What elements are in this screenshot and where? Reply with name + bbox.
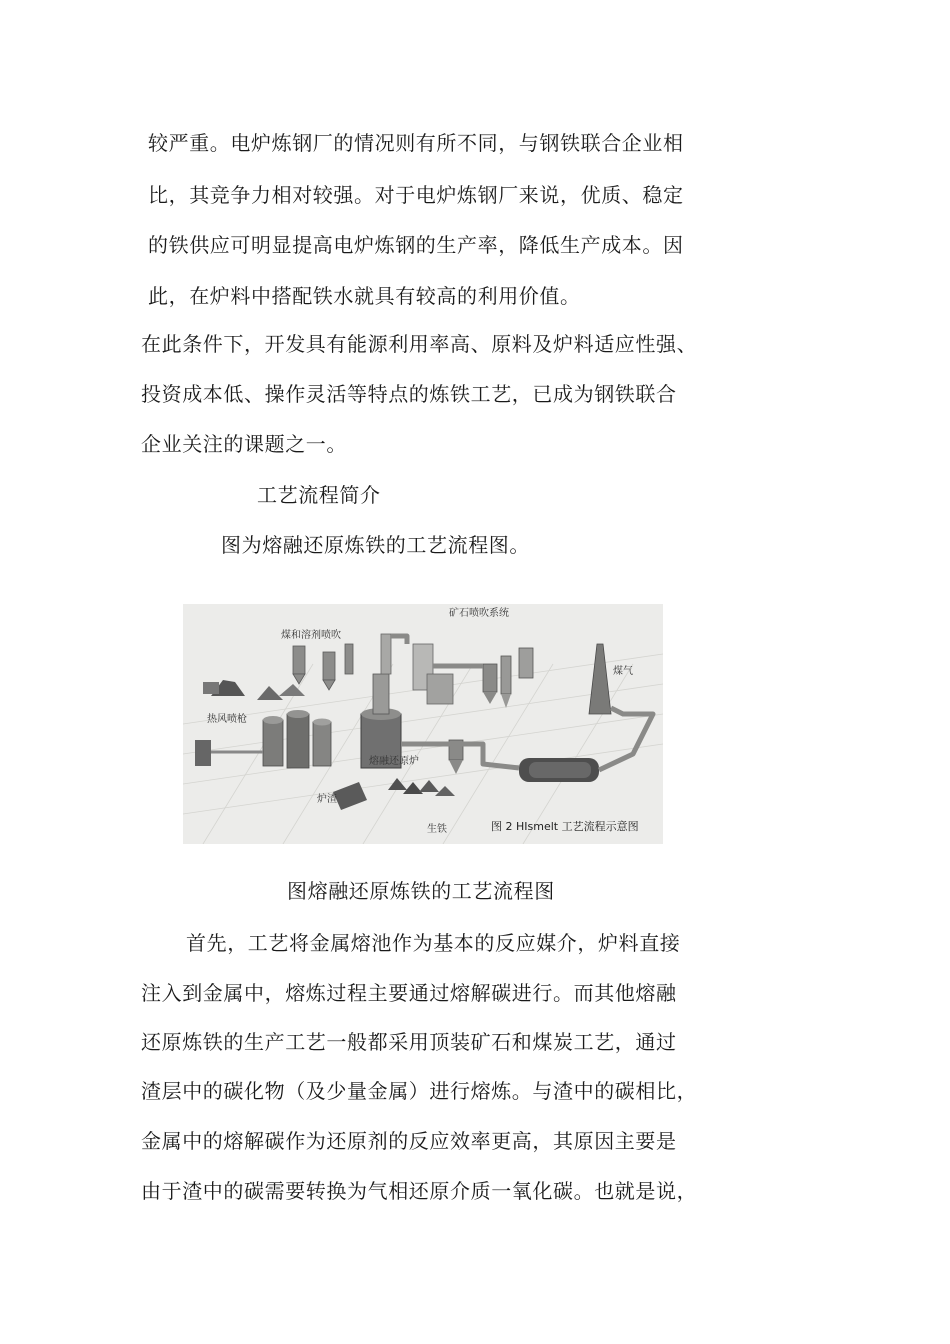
paragraph-2-line-3: 企业关注的课题之一。: [141, 432, 347, 456]
process-flow-diagram: [183, 604, 663, 844]
label-coal-flux-injection: 煤和溶剂喷吹: [281, 630, 341, 641]
label-ore-injection-system: 矿石喷吹系统: [449, 608, 509, 619]
smelting-reduction-furnace-vessel: [361, 634, 401, 768]
blower-box: [195, 740, 211, 766]
coal-flux-hoppers: [293, 644, 353, 690]
paragraph-3-line-3: 还原炼铁的生产工艺一般都采用顶装矿石和煤炭工艺，通过: [141, 1030, 677, 1054]
horizontal-vessel: [519, 758, 599, 782]
paragraph-3-line-1: 首先，工艺将金属熔池作为基本的反应媒介，炉料直接: [186, 931, 681, 955]
figure-inner-caption: 图 2 HIsmelt 工艺流程示意图: [491, 820, 639, 833]
label-pig-iron: 生铁: [427, 824, 447, 835]
pig-iron-piles: [388, 778, 455, 796]
paragraph-3-line-6: 由于渣中的碳需要转换为气相还原介质一氧化碳。也就是说，: [141, 1179, 698, 1203]
ore-injection-towers: [413, 644, 533, 708]
paragraph-1-line-3: 的铁供应可明显提高电炉炼钢的生产率，降低生产成本。因: [148, 233, 684, 257]
process-flow-figure: [183, 604, 663, 844]
paragraph-1-line-1: 较严重。电炉炼钢厂的情况则有所不同，与钢铁联合企业相: [148, 131, 684, 155]
label-slag: 炉渣: [317, 794, 337, 805]
section-heading: 工艺流程简介: [257, 483, 381, 507]
raw-material-piles: [203, 680, 305, 700]
paragraph-1-line-4: 此，在炉料中搭配铁水就具有较高的利用价值。: [148, 284, 581, 308]
paragraph-3-line-5: 金属中的熔解碳作为还原剂的反应效率更高，其原因主要是: [141, 1129, 677, 1153]
paragraph-1-line-2: 比，其竞争力相对较强。对于电炉炼钢厂来说，优质、稳定: [148, 183, 684, 207]
paragraph-3-line-2: 注入到金属中，熔炼过程主要通过熔解碳进行。而其他熔融: [141, 981, 677, 1005]
paragraph-2-line-1: 在此条件下，开发具有能源利用率高、原料及炉料适应性强、: [141, 332, 698, 356]
label-gas: 煤气: [613, 666, 633, 677]
gas-stack: [589, 644, 611, 714]
paragraph-3-line-4: 渣层中的碳化物（及少量金属）进行熔炼。与渣中的碳相比，: [141, 1079, 698, 1103]
paragraph-2-line-2: 投资成本低、操作灵活等特点的炼铁工艺，已成为钢铁联合: [141, 382, 677, 406]
figure-intro: 图为熔融还原炼铁的工艺流程图。: [221, 533, 530, 557]
figure-caption: 图熔融还原炼铁的工艺流程图: [287, 879, 555, 903]
slag-cart: [333, 782, 367, 810]
hot-blast-stoves: [263, 710, 331, 768]
label-hot-blast-lance: 热风喷枪: [207, 714, 247, 725]
label-smelting-reduction-furnace: 熔融还原炉: [369, 756, 419, 767]
